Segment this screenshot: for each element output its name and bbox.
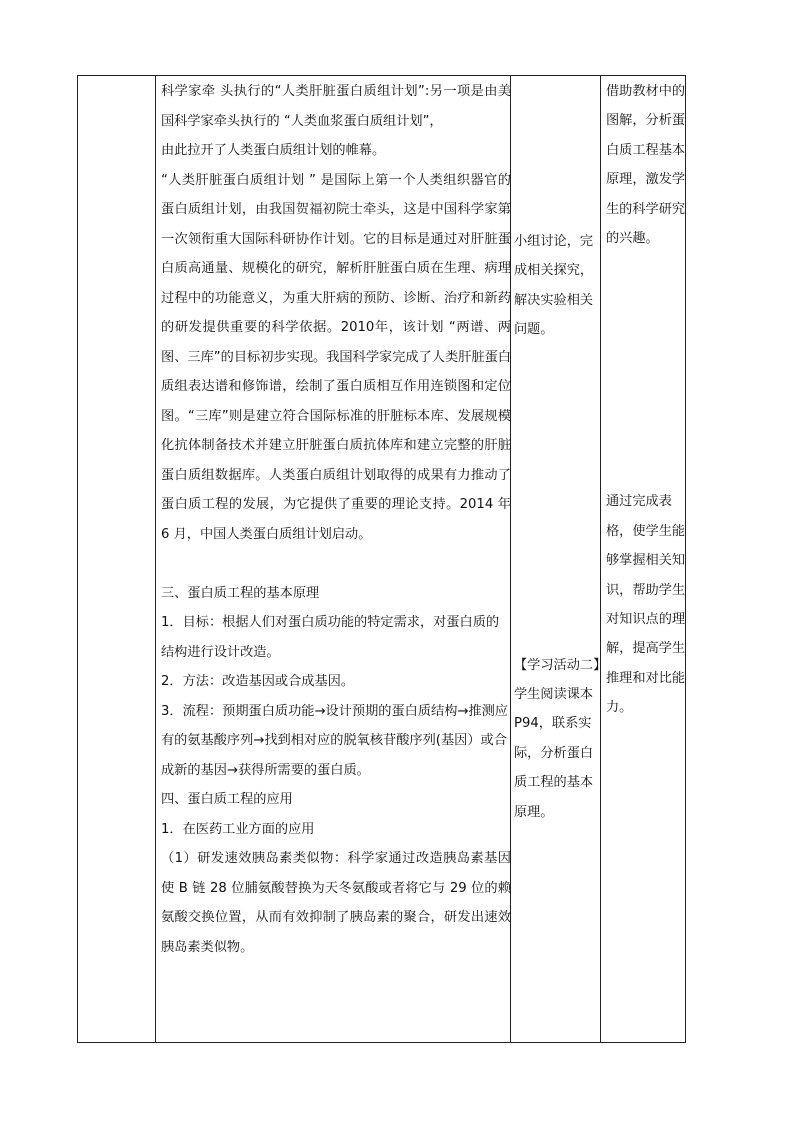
- content-paragraph: 由此拉开了人类蛋白质组计划的帷幕。: [161, 143, 386, 158]
- activity-description: 学生阅读课本 P94，联系实际，分析蛋白质工程的基本原理。: [514, 687, 594, 820]
- intent-text: 通过完成表格，使学生能够掌握相关知识，帮助学生对知识点的理解，提高学生推理和对比能力。: [606, 494, 686, 716]
- content-paragraph: 2．方法：改造基因或合成基因。: [161, 674, 355, 689]
- section-heading: 三、蛋白质工程的基本原理: [161, 585, 320, 601]
- intent-text: 借助教材中的图解，分析蛋白质工程基本原理，激发学生的科学研究的兴趣。: [606, 84, 686, 247]
- content-paragraph: [161, 549, 511, 579]
- activity-discussion: 小组讨论，完成相关探究，解决实验相关问题。: [514, 234, 594, 338]
- content-paragraph: 3．流程：预期蛋白质功能→设计预期的蛋白质结构→推测应有的氨基酸序列→找到相对应的脱氧核苷酸序列(基因）或合成新的基因→获得所需要的蛋白质。: [161, 703, 508, 778]
- content-paragraph: 科学家牵 头执行的“人类肝脏蛋白质组计划”:另一项是由美国科学家牵头执行的 “人类血浆蛋白质组计划”，: [161, 84, 511, 129]
- column-divider-3: [600, 76, 601, 1042]
- design-intent-cell: [606, 76, 686, 723]
- teaching-content-cell: [161, 76, 511, 962]
- lesson-table: [77, 75, 686, 1043]
- content-paragraph: （1）研发速效胰岛素类似物：科学家通过改造胰岛素基因使 B 链 28 位脯氨酸替换为天冬氨酸或者将它与 29 位的赖氨酸交换位置，从而有效抑制了胰岛素的聚合，研发出速效胰岛素类似物。: [161, 851, 511, 955]
- content-paragraph: 1．在医药工业方面的应用: [161, 821, 315, 837]
- student-activity-cell: [514, 76, 607, 827]
- column-divider-1: [155, 76, 156, 1042]
- content-paragraph: “人类肝脏蛋白质组计划 ” 是国际上第一个人类组织器官的蛋白质组计划，由我国贺福初院士牵头，这是中国科学家第一次领衔重大国际科研协作计划。它的目标是通过对肝脏蛋白质高通量、规模化的研究，解析肝脏蛋白质在生理、病理过程中的功能意义，为重大肝病的预防、诊断、治疗和新药的研发提供重要的科学依据。2010年，该计划 “两谱、两图、三库”的目标初步实现。我国科学家完成了人类肝脏蛋白质组表达谱和修饰谱，绘制了蛋白质相互作用连锁图和定位图。“三库”则是建立符合国际标准的肝脏标本库、发展规模化抗体制备技术并建立肝脏蛋白质抗体库和建立完整的肝脏蛋白质组数据库。人类蛋白质组计划取得的成果有力推动了蛋白质工程的发展，为它提供了重要的理论支持。2014 年 6 月，中国人类蛋白质组计划启动。: [161, 172, 511, 542]
- section-heading: 四、蛋白质工程的应用: [161, 792, 293, 807]
- content-paragraph: 1．目标：根据人们对蛋白质功能的特定需求，对蛋白质的结构进行设计改造。: [161, 615, 500, 660]
- activity-title: 【学习活动二】: [514, 657, 607, 673]
